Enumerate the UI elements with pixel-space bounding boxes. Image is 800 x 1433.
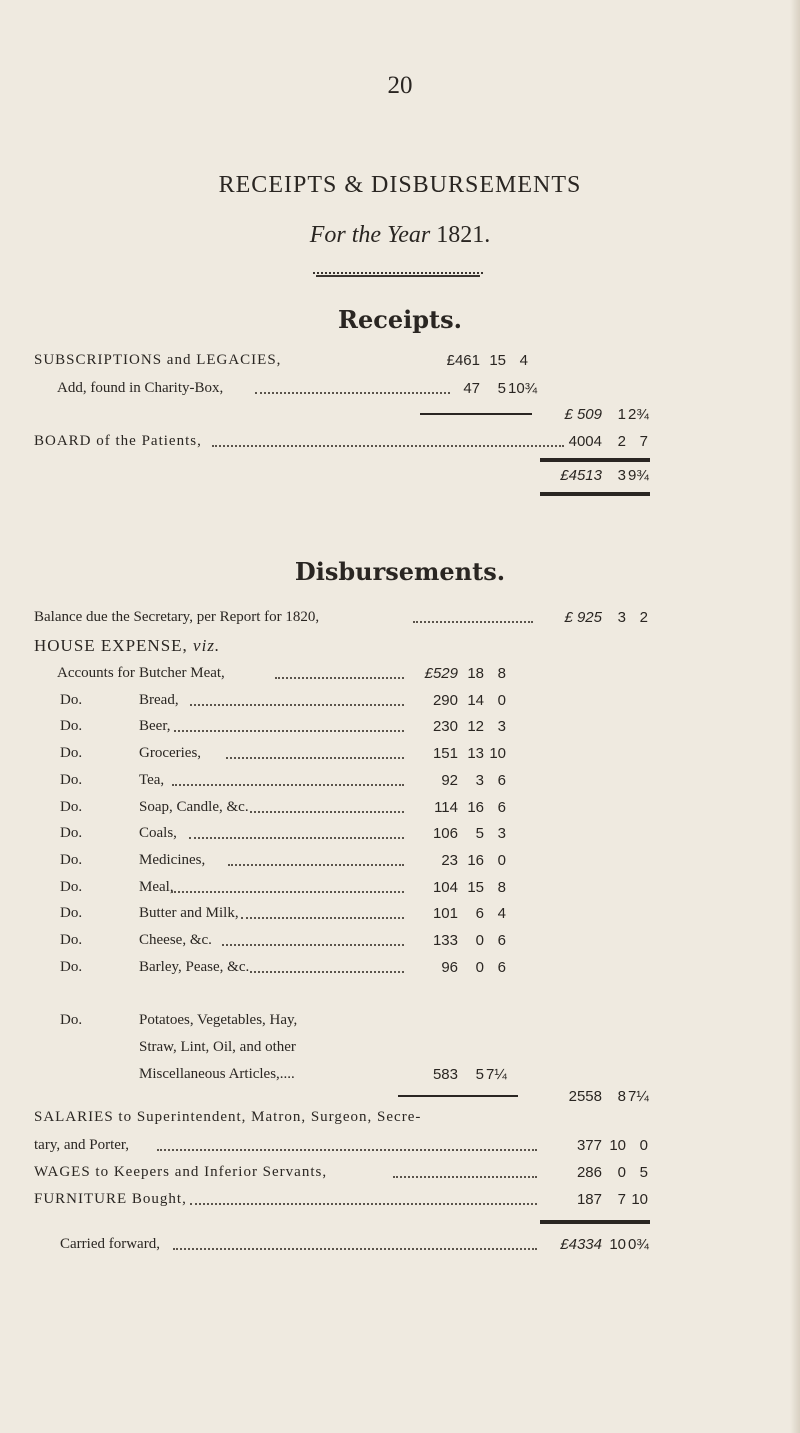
wages-label: WAGES to Keepers and Inferior Servants, — [34, 1164, 328, 1180]
carried-forward-pence: 0¾ — [628, 1236, 649, 1253]
subtitle-prefix: For the Year — [309, 222, 431, 248]
expense-item-pence: 6 — [497, 932, 506, 949]
house-expense-viz: viz. — [193, 636, 221, 655]
expense-item-pounds: 96 — [441, 959, 458, 976]
item-do-label: Do. — [60, 879, 83, 895]
misc-line-2: Straw, Lint, Oil, and other — [139, 1039, 296, 1055]
expense-item-label: Groceries, — [139, 745, 202, 761]
expense-item-shillings: 13 — [467, 745, 484, 762]
leader-dots — [174, 730, 404, 732]
leader-dots — [393, 1176, 537, 1178]
salaries-pence: 0 — [639, 1137, 648, 1154]
salaries-line-1: SALARIES to Superintendent, Matron, Surgeon, Secre- — [34, 1109, 422, 1125]
receipts-subtotal-pence: 2¾ — [628, 406, 649, 423]
subscriptions-label: SUBSCRIPTIONS and LEGACIES, — [34, 352, 282, 368]
expense-item-label: Meal, — [139, 879, 174, 895]
leader-dots — [241, 917, 404, 919]
charity-pence: 10¾ — [508, 380, 538, 397]
expense-item-pence: 8 — [497, 879, 506, 896]
item-do-label: Do. — [60, 852, 83, 868]
misc-line-3: Miscellaneous Articles,.... — [139, 1066, 295, 1082]
item-do-label: Do. — [60, 1012, 83, 1028]
expense-item-shillings: 3 — [475, 772, 484, 789]
leader-dots — [173, 1248, 537, 1250]
misc-line-1: Potatoes, Vegetables, Hay, — [139, 1012, 298, 1028]
expense-item-pence: 3 — [497, 718, 506, 735]
leader-dots — [190, 1203, 537, 1205]
furniture-pence: 10 — [631, 1191, 648, 1208]
ornament-rule — [313, 272, 483, 274]
receipts-subtotal-shillings: 1 — [617, 406, 626, 423]
expense-item-pounds: 133 — [432, 932, 458, 949]
expense-item-label: Tea, — [139, 772, 165, 788]
expense-item-pence: 10 — [489, 745, 506, 762]
document-subtitle — [0, 222, 800, 249]
charity-label: Add, found in Charity-Box, — [57, 380, 224, 396]
item-do-label: Do. — [60, 959, 83, 975]
house-expense-title: HOUSE EXPENSE, — [34, 636, 188, 655]
board-pounds: 4004 — [568, 433, 602, 450]
misc-shillings: 5 — [475, 1066, 484, 1083]
leader-dots — [172, 784, 404, 786]
leader-dots — [413, 621, 533, 623]
charity-shillings: 5 — [497, 380, 506, 397]
expense-item-shillings: 18 — [467, 665, 484, 682]
document-title: RECEIPTS & DISBURSEMENTS — [218, 172, 582, 198]
total-double-rule — [540, 492, 650, 496]
furniture-label: FURNITURE Bought, — [34, 1191, 187, 1207]
leader-dots — [157, 1149, 537, 1151]
subtitle-year: 1821. — [436, 222, 491, 248]
subscriptions-pounds: £461 — [446, 352, 480, 369]
expense-item-pounds: 104 — [432, 879, 458, 896]
board-pence: 7 — [639, 433, 648, 450]
total-rule — [540, 458, 650, 462]
leader-dots — [171, 891, 404, 893]
expense-item-pounds: 114 — [434, 799, 458, 816]
receipts-subtotal-pounds: £ 509 — [564, 406, 602, 423]
expense-item-pounds: 23 — [441, 852, 458, 869]
item-do-label: Do. — [60, 932, 83, 948]
subscriptions-pence: 4 — [519, 352, 528, 369]
expense-item-shillings: 16 — [467, 799, 484, 816]
expense-item-label: Butcher Meat, — [139, 665, 225, 681]
receipts-total-pence: 9¾ — [628, 467, 649, 484]
expense-item-label: Butter and Milk, — [139, 905, 239, 921]
expense-item-pence: 3 — [497, 825, 506, 842]
leader-dots — [228, 864, 404, 866]
leader-dots — [250, 971, 404, 973]
furniture-shillings: 7 — [617, 1191, 626, 1208]
expense-item-pounds: 290 — [432, 692, 458, 709]
leader-dots — [190, 704, 404, 706]
carried-forward-label: Carried forward, — [60, 1236, 160, 1252]
ornament-rule-underline — [316, 275, 480, 277]
board-label: BOARD of the Patients, — [34, 433, 202, 449]
item-do-label: Do. — [60, 825, 83, 841]
expense-item-shillings: 6 — [475, 905, 484, 922]
carried-forward-pounds: £4334 — [560, 1236, 602, 1253]
misc-pounds: 583 — [432, 1066, 458, 1083]
expense-item-pounds: 92 — [441, 772, 458, 789]
page-edge — [790, 0, 800, 1433]
expense-item-pence: 6 — [497, 959, 506, 976]
accounts-prefix: Accounts for — [57, 665, 135, 681]
expense-item-pounds: 106 — [432, 825, 458, 842]
house-total-shillings: 8 — [617, 1088, 626, 1105]
expense-item-label: Beer, — [139, 718, 171, 734]
balance-pounds: £ 925 — [564, 609, 602, 626]
expense-item-shillings: 12 — [467, 718, 484, 735]
page-number: 20 — [387, 72, 413, 99]
expense-item-pence: 0 — [497, 852, 506, 869]
expense-item-pounds: £529 — [424, 665, 458, 682]
salaries-shillings: 10 — [609, 1137, 626, 1154]
balance-pence: 2 — [639, 609, 648, 626]
item-do-label: Do. — [60, 905, 83, 921]
charity-pounds: 47 — [463, 380, 480, 397]
leader-dots — [250, 811, 404, 813]
expense-item-shillings: 0 — [475, 959, 484, 976]
expense-item-pence: 6 — [497, 799, 506, 816]
item-do-label: Do. — [60, 799, 83, 815]
expense-item-shillings: 16 — [467, 852, 484, 869]
expense-item-pounds: 101 — [432, 905, 458, 922]
house-subtotal-rule — [398, 1095, 518, 1097]
leader-dots — [189, 837, 404, 839]
wages-pence: 5 — [639, 1164, 648, 1181]
house-total-pence: 7¼ — [628, 1088, 649, 1105]
subtotal-rule — [420, 413, 532, 415]
item-do-label: Do. — [60, 772, 83, 788]
house-total-pounds: 2558 — [568, 1088, 602, 1105]
misc-pence: 7¼ — [486, 1066, 507, 1083]
balance-label: Balance due the Secretary, per Report for 1820, — [34, 609, 320, 625]
wages-pounds: 286 — [576, 1164, 602, 1181]
expense-item-pounds: 151 — [432, 745, 458, 762]
expense-item-pence: 4 — [497, 905, 506, 922]
wages-shillings: 0 — [617, 1164, 626, 1181]
expense-item-label: Barley, Pease, &c. — [139, 959, 250, 975]
leader-dots — [226, 757, 404, 759]
salaries-line-2: tary, and Porter, — [34, 1137, 130, 1153]
expense-item-label: Soap, Candle, &c. — [139, 799, 249, 815]
leader-dots — [222, 944, 404, 946]
expense-item-pence: 6 — [497, 772, 506, 789]
leader-dots — [275, 677, 404, 679]
expense-item-shillings: 15 — [467, 879, 484, 896]
carried-rule — [540, 1220, 650, 1224]
disbursements-heading: Disbursements. — [294, 557, 506, 586]
board-shillings: 2 — [617, 433, 626, 450]
subscriptions-shillings: 15 — [489, 352, 506, 369]
item-do-label: Do. — [60, 745, 83, 761]
salaries-pounds: 377 — [576, 1137, 602, 1154]
receipts-total-pounds: £4513 — [560, 467, 602, 484]
expense-item-label: Medicines, — [139, 852, 206, 868]
expense-item-label: Bread, — [139, 692, 179, 708]
expense-item-shillings: 0 — [475, 932, 484, 949]
receipts-total-shillings: 3 — [617, 467, 626, 484]
expense-item-label: Cheese, &c. — [139, 932, 212, 948]
house-expense-label — [34, 636, 220, 656]
expense-item-pence: 0 — [497, 692, 506, 709]
expense-item-shillings: 5 — [475, 825, 484, 842]
expense-item-pence: 8 — [497, 665, 506, 682]
expense-item-pounds: 230 — [432, 718, 458, 735]
balance-shillings: 3 — [617, 609, 626, 626]
item-do-label: Do. — [60, 692, 83, 708]
furniture-pounds: 187 — [576, 1191, 602, 1208]
leader-dots — [212, 445, 564, 447]
carried-forward-shillings: 10 — [609, 1236, 626, 1253]
expense-item-shillings: 14 — [467, 692, 484, 709]
item-do-label: Do. — [60, 718, 83, 734]
receipts-heading: Receipts. — [338, 305, 462, 334]
expense-item-label: Coals, — [139, 825, 177, 841]
